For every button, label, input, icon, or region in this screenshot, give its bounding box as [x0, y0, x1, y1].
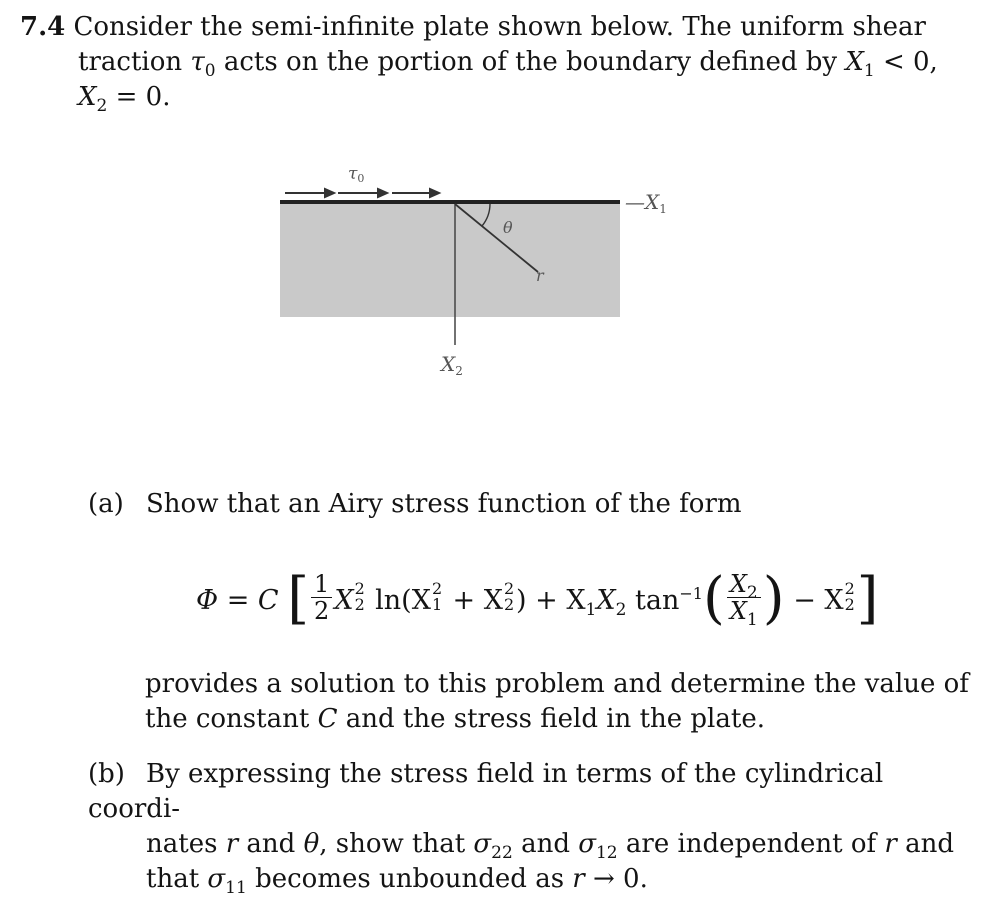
eq-close: ): [515, 585, 527, 616]
sigma-symbol: σ: [473, 829, 492, 859]
tau-label: $\tau_0$: [348, 164, 365, 185]
followup-text: the constant: [145, 704, 310, 734]
part-b: [88, 757, 983, 897]
open-paren: (: [702, 565, 725, 631]
close-paren: ): [762, 565, 785, 631]
constant-c: C: [317, 704, 338, 734]
open-bracket: [: [287, 565, 310, 631]
eq-ln: ln(X: [375, 585, 431, 616]
eq-x1: + X: [535, 585, 586, 616]
eq-x2: X: [334, 585, 354, 616]
x1-symbol: X: [845, 47, 864, 77]
r-symbol: r: [225, 829, 239, 859]
tau-subscript: 0: [204, 61, 216, 81]
problem-text: acts on the portion of the boundary defined by: [223, 47, 838, 77]
airy-equation: Φ = C [ $\frac{1}{2}$ X 2 2 ln(X 2 1 + X 2 2 ) + $X_1X_2$ $\tan^{-1}$( $\frac{X_2}{X_1}$ ) − X 2 2 ]: [196, 565, 879, 631]
problem-text: traction: [78, 47, 183, 77]
eq-tan: tan: [635, 585, 680, 616]
traction-arrows: [285, 189, 439, 197]
half-fraction: $\frac{1}{2}$: [311, 571, 332, 624]
followup-line-1: provides a solution to this problem and determine the value of: [145, 669, 969, 699]
x2-axis-label: $X_2$: [441, 352, 463, 378]
close-bracket: ]: [856, 565, 879, 631]
problem-number: 7.4: [20, 12, 66, 42]
eq-plus: + X: [452, 585, 503, 616]
part-b-line-3: that $\sigma_{11}$ becomes unbounded as r → 0.: [146, 864, 648, 898]
problem-text: < 0,: [882, 47, 938, 77]
part-b-line-1: By expressing the stress field in terms of the cylindrical coordi-: [88, 759, 884, 824]
part-b-line-2: nates r and θ, show that $\sigma_{22}$ and $\sigma_{12}$ are independent of r and: [146, 829, 954, 863]
part-a-label: (a): [88, 489, 124, 519]
x2-subscript: 2: [96, 96, 108, 116]
eq-lhs: Φ = C: [196, 585, 279, 616]
problem-text: = 0.: [115, 82, 171, 112]
r-label: r: [536, 266, 544, 285]
x1-axis-label: $—X_1$: [625, 190, 667, 216]
x2-over-x1: $\frac{X_2}{X_1}$: [727, 571, 761, 624]
theta-symbol: θ: [303, 829, 320, 859]
eq-minus: − X: [793, 585, 844, 616]
x1-subscript: 1: [863, 61, 875, 81]
problem-line-3: [20, 80, 980, 115]
part-b-label: (b): [88, 759, 125, 789]
x2-symbol: X: [78, 82, 97, 112]
part-a: [88, 487, 968, 522]
followup-text: and the stress field in the plate.: [345, 704, 765, 734]
theta-label: θ: [503, 218, 513, 237]
plate-figure: [270, 160, 720, 390]
problem-line-2: [20, 45, 980, 80]
part-a-followup: [145, 667, 985, 737]
problem-line-1: Consider the semi-infinite plate shown below. The uniform shear: [73, 12, 926, 42]
problem-statement: [20, 10, 980, 115]
plate-region: [280, 202, 620, 317]
part-a-text: Show that an Airy stress function of the form: [146, 489, 742, 519]
tau-symbol: τ: [190, 47, 205, 77]
eq-tan-exp: −1: [679, 584, 703, 603]
